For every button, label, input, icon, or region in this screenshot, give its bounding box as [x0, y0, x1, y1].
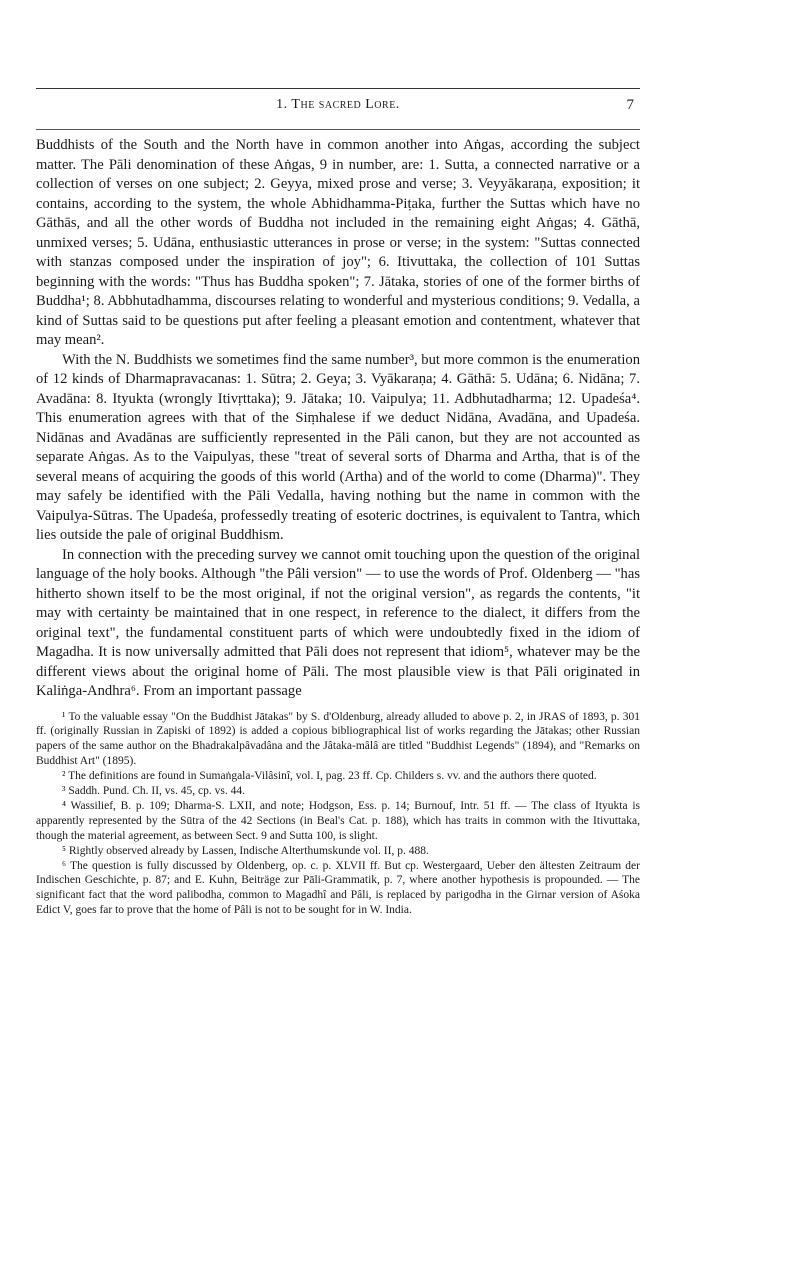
header-rule [36, 129, 640, 130]
paragraph: With the N. Buddhists we sometimes find the same number³, but more common is the enumeration of 12 kinds of Dharmapravacanas: 1. Sūtra; 2. Geya; 3. Vyākaraṇa; 4. Gāthā: 5. Udāna; 6. Nidāna; 7. Avadāna: 8. Ityukta (wrongly Itivṛttaka); 9. Jātaka; 10. Vaipulya; 11. Adbhutadharma; 12. Upadeśa⁴. This enumeration agrees with that of the Siṃhalese if we deduct Nidāna, Avadāna, and Upadeśa. Nidānas and Avadānas are sufficiently represented in the Pāli canon, but they are not accounted as separate Aṅgas. As to the Vaipulyas, these "treat of several sorts of Dharma and Artha, that is of the several means of acquiring the goods of this world (Artha) and of the world to come (Dharma)". They may safely be identified with the Pāli Vedalla, having nothing but the name in common with the Vaipulya-Sūtras. The Upadeśa, professedly treating of esoteric doctrines, is equivalent to Tantra, which lies outside the pale of original Buddhism. [36, 351, 640, 543]
footnote: ⁶ The question is fully discussed by Oldenberg, op. c. p. XLVII ff. But cp. Westergaard, Ueber den ältesten Zeitraum der Indischen Geschichte, p. 87; and E. Kuhn, Beiträge zur Pāli-Grammatik, p. 7, where another hypothesis is propounded. — The significant fact that the word palibodha, common to Magadhî and Pâli, is replaced by parigodha in the Girnar version of Aśoka Edict V, goes far to prove that the home of Pâli is not to be sought for in W. India. [36, 859, 640, 917]
paragraph: Buddhists of the South and the North have in common another into Aṅgas, according the subject matter. The Pāli denomination of these Aṅgas, 9 in number, are: 1. Sutta, a connected narrative or a collection of verses on one subject; 2. Geyya, mixed prose and verse; 3. Veyyākaraṇa, exposition; it contains, according to the system, the whole Abhidhamma-Piṭaka, further the Suttas which have no Gāthās, and all the other words of Buddha not included in the remaining eight Aṅgas; 4. Gāthā, unmixed verses; 5. Udāna, enthusiastic utterances in prose or verse; in the system: "Suttas connected with stanzas composed under the inspiration of joy"; 6. Itivuttaka, the collection of 101 Suttas beginning with the words: "Thus has Buddha spoken"; 7. Jātaka, stories of one of the former births of Buddha¹; 8. Abbhutadhamma, discourses relating to wonderful and mysterious conditions; 9. Vedalla, a kind of Suttas said to be questions put after feeling a pleasant emotion and contentment, whatever that may mean². [36, 137, 640, 348]
footnote: ² The definitions are found in Sumaṅgala-Vilâsinî, vol. I, pag. 23 ff. Cp. Childers s. vv. and the authors there quoted. [62, 770, 597, 783]
page-number: 7 [626, 97, 634, 113]
running-header-title: 1. The sacred Lore. [276, 97, 400, 112]
main-text [36, 136, 640, 702]
footnote: ³ Saddh. Pund. Ch. II, vs. 45, cp. vs. 44. [62, 785, 245, 798]
footnote: ⁴ Wassilief, B. p. 109; Dharma-S. LXII, and note; Hodgson, Ess. p. 14; Burnouf, Intr. 51 ff. — The class of Ityukta is apparently represented by the Sūtra of the 42 Sections (in Beal's Cat. p. 188), which has traits in common with the Itivuttaka, though the material agreement, as between Sect. 9 and Sutta 100, is slight. [36, 799, 640, 842]
footnote: ⁵ Rightly observed already by Lassen, Indische Alterthumskunde vol. II, p. 488. [62, 844, 429, 857]
footnotes [36, 710, 640, 919]
paragraph: In connection with the preceding survey we cannot omit touching upon the question of the original language of the holy books. Although "the Pâli version" — to use the words of Prof. Oldenberg — "has hitherto shown itself to be the most original, if not the original version", as regards the contents, "it may with certainty be maintained that in one respect, in reference to the dialect, it differs from the original text", the fundamental constituent parts of which were undoubtedly fixed in the idiom of Magadha. It is now universally admitted that Pāli does not represent that idiom⁵, whatever may be the different views about the original home of Pāli. The most plausible view is that Pāli originated in Kaliṅga-Andhra⁶. From an important passage [36, 546, 640, 699]
running-header [36, 88, 640, 125]
book-page [36, 88, 640, 918]
footnote: ¹ To the valuable essay "On the Buddhist Jātakas" by S. d'Oldenburg, already alluded to above p. 2, in JRAS of 1893, p. 301 ff. (originally Russian in Zapiski of 1892) is added a copious bibliographical list of works regarding the Jātakas; other Russian papers of the same author on the Bhadrakalpâvadâna and the Jâtaka-mâlâ are titled "Buddhist Legends" (1894), and "Remarks on Buddhist Art" (1895). [36, 710, 640, 768]
